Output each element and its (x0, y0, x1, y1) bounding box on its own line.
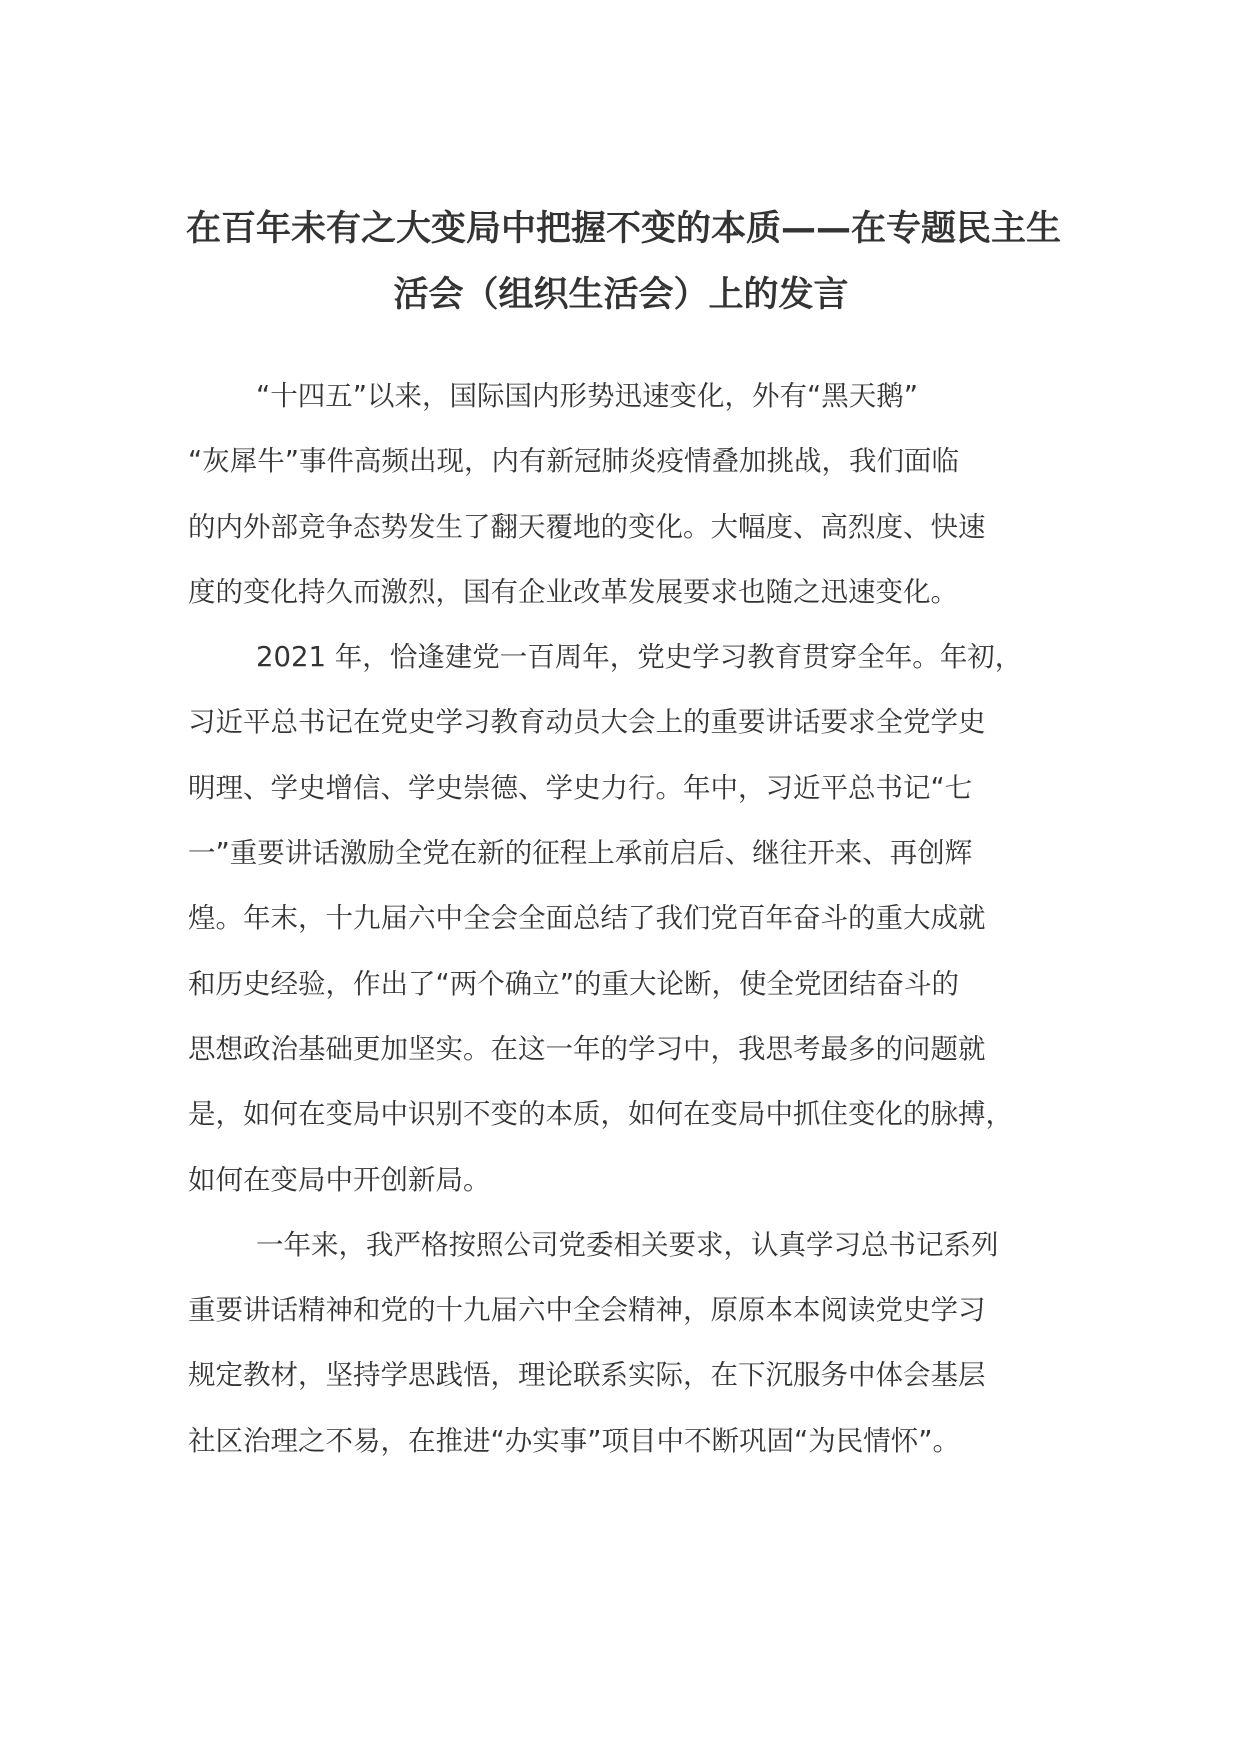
paragraph-line: 的内外部竞争态势发生了翻天覆地的变化。大幅度、高烈度、快速 (188, 510, 986, 543)
paragraph-line: 是，如何在变局中识别不变的本质，如何在变局中抓住变化的脉搏， (188, 1098, 1013, 1131)
title-line: 在百年未有之大变局中把握不变的本质——在专题民主生 (186, 209, 1062, 249)
paragraph-line: 明理、学史增信、学史崇德、学史力行。年中，习近平总书记“七 (188, 771, 973, 804)
document-body (188, 364, 1068, 1474)
paragraph-line: 规定教材，坚持学思践悟，理论联系实际，在下沉服务中体会基层 (188, 1359, 986, 1392)
paragraph-line: 和历史经验，作出了“两个确立”的重大论断，使全党团结奋斗的 (188, 967, 959, 1000)
paragraph-line: 2021 年，恰逢建党一百周年，党史学习教育贯穿全年。年初， (256, 641, 1023, 674)
paragraph-line: 重要讲话精神和党的十九届六中全会精神，原原本本阅读党史学习 (188, 1294, 986, 1327)
paragraph-line: 一”重要讲话激励全党在新的征程上承前启后、继往开来、再创辉 (188, 837, 973, 870)
document-title (186, 196, 1062, 328)
paragraph-line: 思想政治基础更加坚实。在这一年的学习中，我思考最多的问题就 (188, 1032, 986, 1065)
paragraph-line: “灰犀牛”事件高频出现，内有新冠肺炎疫情叠加挑战，我们面临 (188, 445, 959, 478)
paragraph (188, 1213, 1068, 1474)
paragraph-line: “十四五”以来，国际国内形势迅速变化，外有“黑天鹅” (256, 380, 918, 412)
paragraph-line: 习近平总书记在党史学习教育动员大会上的重要讲话要求全党学史 (188, 706, 986, 739)
paragraph-line: 社区治理之不易，在推进“办实事”项目中不断巩固“为民情怀”。 (188, 1424, 960, 1457)
paragraph-line: 一年来，我严格按照公司党委相关要求，认真学习总书记系列 (256, 1228, 999, 1261)
title-line: 活会（组织生活会）上的发言 (393, 275, 849, 315)
paragraph-line: 煌。年末，十九届六中全会全面总结了我们党百年奋斗的重大成就 (188, 902, 986, 935)
paragraph (188, 625, 1068, 1213)
paragraph-line: 如何在变局中开创新局。 (188, 1163, 491, 1196)
paragraph-line: 度的变化持久而激烈，国有企业改革发展要求也随之迅速变化。 (188, 575, 958, 608)
paragraph (188, 364, 1068, 625)
